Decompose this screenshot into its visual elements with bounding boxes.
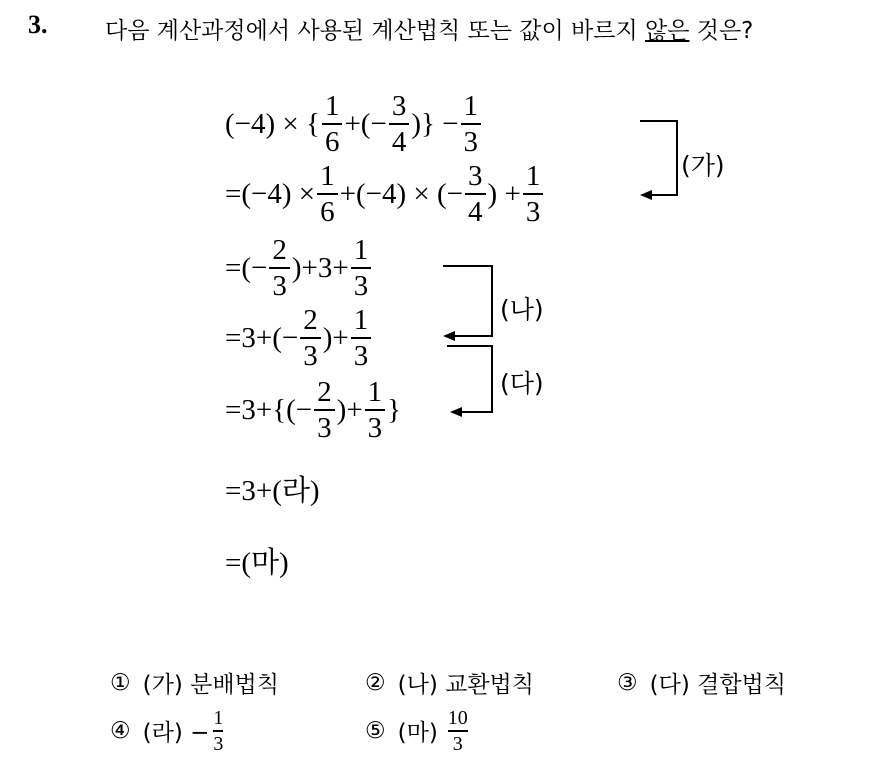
step-1-fraction-1: $\frac{1}{6}$ — [322, 92, 343, 157]
label-ga: (가) — [681, 151, 725, 180]
step-1-part-b: +(− — [344, 108, 387, 140]
step-2-part-a: =(−4) × — [225, 178, 316, 210]
step-4-fraction-1: $\frac{2}{3}$ — [300, 306, 321, 371]
choice-2-text: (나) 교환법칙 — [397, 672, 534, 698]
choice-5-number: ⑤ — [365, 717, 386, 744]
choice-5-fraction: 10 3 — [447, 707, 468, 755]
choice-2-number: ② — [365, 669, 386, 696]
step-2-fraction-3: $\frac{1}{3}$ — [523, 162, 544, 227]
step-2-part-c: ) + — [487, 178, 521, 210]
choice-3[interactable] — [617, 666, 786, 699]
question-number: 3. — [28, 10, 48, 39]
bracket-ga — [640, 121, 677, 195]
step-1-part-c: )} − — [411, 108, 459, 140]
step-3-part-a: =(− — [225, 252, 268, 284]
choice-1[interactable] — [110, 666, 279, 699]
step-3-part-b: )+3+ — [291, 252, 349, 284]
step-1-fraction-3: $\frac{1}{3}$ — [461, 92, 482, 157]
step-6-part-a: =3+(라) — [225, 475, 320, 507]
step-4-part-a: =3+(− — [225, 322, 299, 354]
step-7-part-a: =(마) — [225, 547, 289, 579]
choice-3-number: ③ — [617, 669, 638, 696]
label-na: (나) — [500, 295, 544, 324]
step-5-part-c: } — [387, 394, 402, 426]
step-5-part-b: )+ — [336, 394, 363, 426]
step-1-fraction-2: $\frac{3}{4}$ — [389, 92, 410, 157]
choice-1-number: ① — [110, 669, 131, 696]
step-4-fraction-2: $\frac{1}{3}$ — [351, 306, 372, 371]
step-2-part-b: +(−4) × (− — [339, 178, 464, 210]
choice-4-number: ④ — [110, 717, 131, 744]
arrowhead-na — [443, 331, 455, 341]
arrowhead-ga — [640, 190, 652, 200]
step-3-fraction-1: $\frac{2}{3}$ — [269, 236, 290, 301]
step-4-part-b: )+ — [322, 322, 349, 354]
choice-3-text: (다) 결합법칙 — [649, 672, 786, 698]
arrowhead-da — [450, 407, 462, 417]
choice-4[interactable] — [110, 708, 223, 754]
choice-4-text: (라) − — [142, 720, 210, 747]
choice-4-fraction: 1 3 — [213, 707, 224, 755]
question-text-before: 다음 계산과정에서 사용된 계산법칙 또는 값이 바르지 — [105, 18, 645, 44]
choice-5-text: (마) — [397, 720, 438, 747]
step-5-fraction-1: $\frac{2}{3}$ — [314, 378, 335, 443]
choice-2[interactable] — [365, 666, 534, 699]
step-3-fraction-2: $\frac{1}{3}$ — [351, 236, 372, 301]
step-5-part-a: =3+{(− — [225, 394, 313, 426]
bracket-da — [447, 346, 492, 412]
bracket-na — [443, 266, 492, 336]
question-text-after: 것은? — [689, 18, 754, 44]
choice-5[interactable] — [365, 708, 468, 754]
step-5-fraction-2: $\frac{1}{3}$ — [365, 378, 386, 443]
label-da: (다) — [500, 369, 544, 398]
question-text-underlined: 않은 — [644, 18, 690, 44]
step-1-part-a: (−4) × { — [225, 108, 320, 140]
step-2-fraction-1: $\frac{1}{6}$ — [317, 162, 338, 227]
choice-1-text: (가) 분배법칙 — [142, 672, 279, 698]
step-2-fraction-2: $\frac{3}{4}$ — [465, 162, 486, 227]
